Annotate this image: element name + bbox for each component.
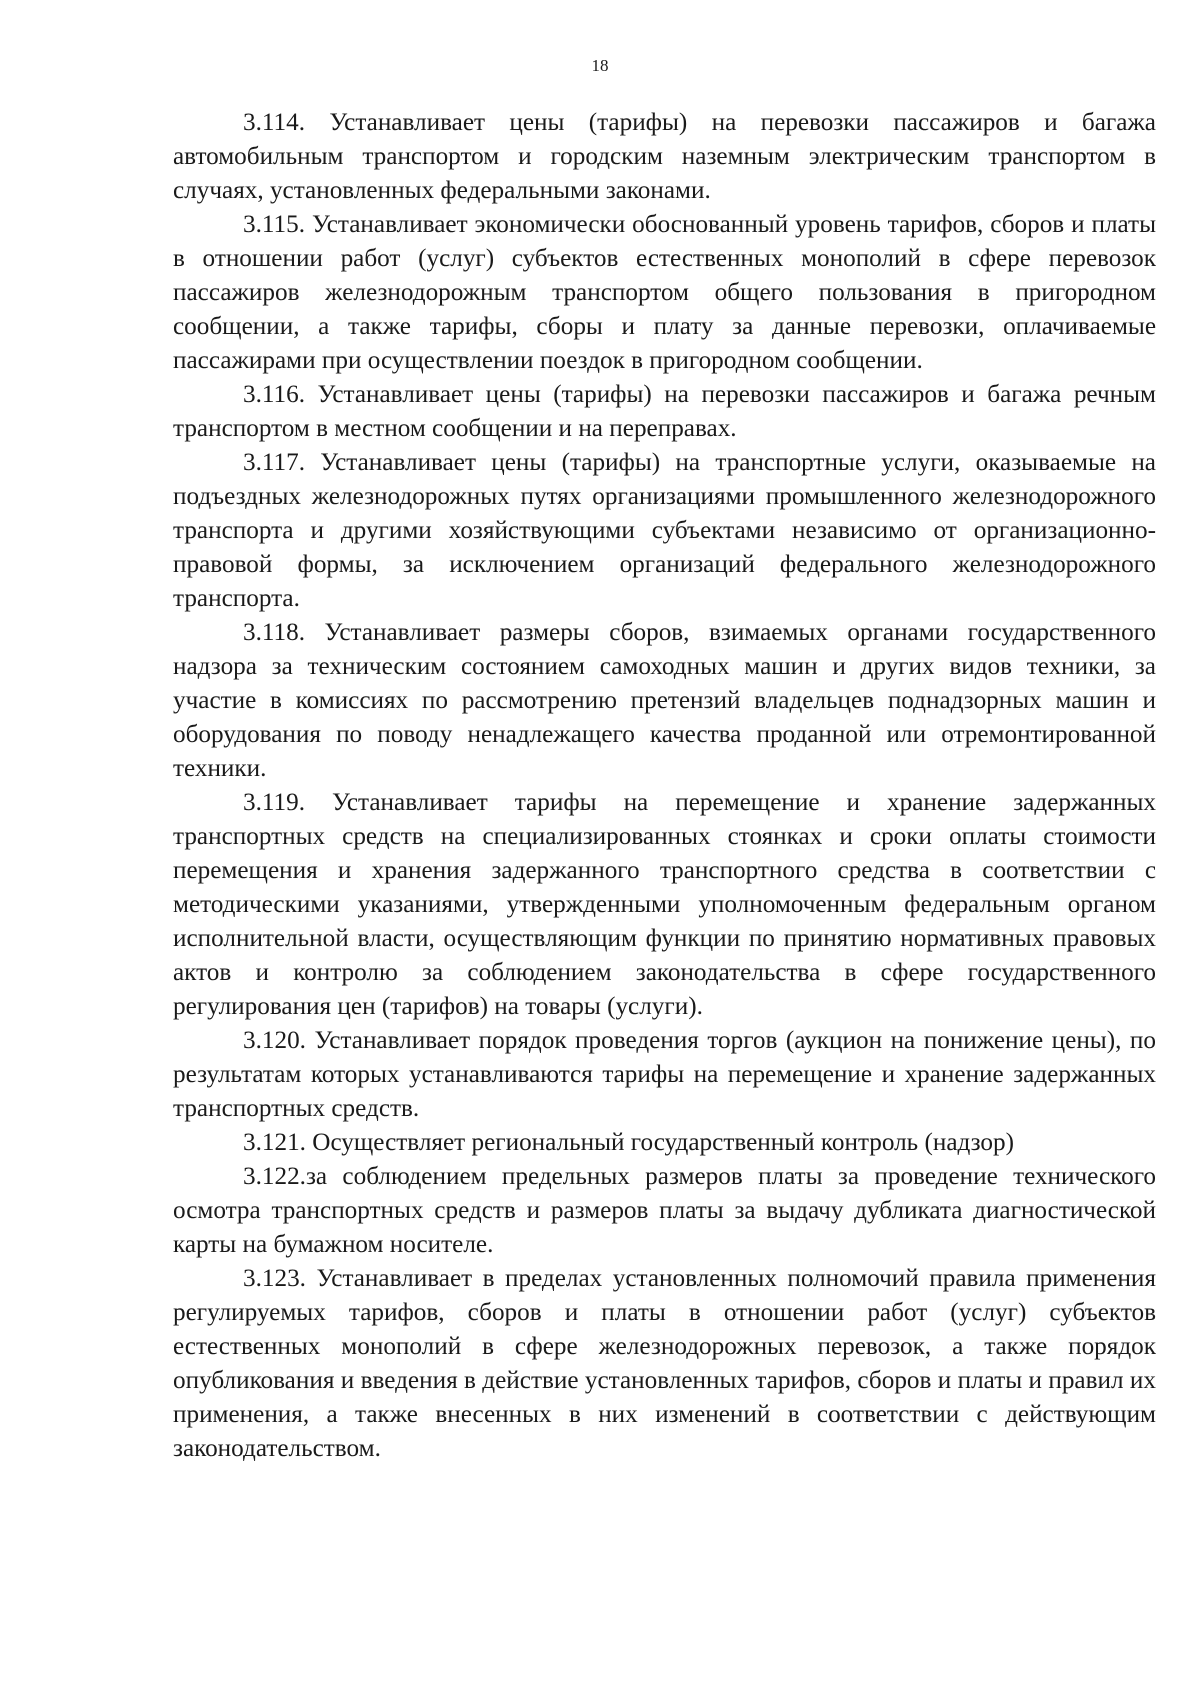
paragraph-3-123: 3.123. Устанавливает в пределах установленных полномочий правила применения регулируемых тарифов, сборов и платы в отношении работ (услуг) субъектов естественных монополий в сфере железнодорожных перевозок, а также порядок опубликования и введения в действие установленных тарифов, сборов и платы и правил их применения, а также внесенных в них изменений в соответствии с действующим законодательством. <box>173 1265 1156 1462</box>
page-number: 18 <box>591 56 609 75</box>
paragraph-3-117: 3.117. Устанавливает цены (тарифы) на транспортные услуги, оказываемые на подъездных железнодорожных путях организациями промышленного железнодорожного транспорта и другими хозяйствующими субъектами независимо от организационно-правовой формы, за исключением организаций федерального железнодорожного транспорта. <box>173 449 1156 612</box>
paragraph-3-116: 3.116. Устанавливает цены (тарифы) на перевозки пассажиров и багажа речным транспортом в местном сообщении и на переправах. <box>173 381 1156 442</box>
paragraph-3-120: 3.120. Устанавливает порядок проведения торгов (аукцион на понижение цены), по результатам которых устанавливаются тарифы на перемещение и хранение задержанных транспортных средств. <box>173 1027 1156 1122</box>
paragraph-3-115: 3.115. Устанавливает экономически обоснованный уровень тарифов, сборов и платы в отношении работ (услуг) субъектов естественных монополий в сфере перевозок пассажиров железнодорожным транспортом общего пользования в пригородном сообщении, а также тарифы, сборы и плату за данные перевозки, оплачиваемые пассажирами при осуществлении поездок в пригородном сообщении. <box>173 211 1156 374</box>
document-body <box>173 106 1156 1466</box>
paragraph-3-122: 3.122.за соблюдением предельных размеров платы за проведение технического осмотра транспортных средств и размеров платы за выдачу дубликата диагностической карты на бумажном носителе. <box>173 1163 1156 1258</box>
paragraph-3-121: 3.121. Осуществляет региональный государственный контроль (надзор) <box>243 1129 1015 1156</box>
paragraph-3-119: 3.119. Устанавливает тарифы на перемещение и хранение задержанных транспортных средств на специализированных стоянках и сроки оплаты стоимости перемещения и хранения задержанного транспортного средства в соответствии с методическими указаниями, утвержденными уполномоченным федеральным органом исполнительной власти, осуществляющим функции по принятию нормативных правовых актов и контролю за соблюдением законодательства в сфере государственного регулирования цен (тарифов) на товары (услуги). <box>173 789 1156 1020</box>
paragraph-3-118: 3.118. Устанавливает размеры сборов, взимаемых органами государственного надзора за техническим состоянием самоходных машин и других видов техники, за участие в комиссиях по рассмотрению претензий владельцев поднадзорных машин и оборудования по поводу ненадлежащего качества проданной или отремонтированной техники. <box>173 619 1156 782</box>
paragraph-3-114: 3.114. Устанавливает цены (тарифы) на перевозки пассажиров и багажа автомобильным транспортом и городским наземным электрическим транспортом в случаях, установленных федеральными законами. <box>173 109 1156 204</box>
